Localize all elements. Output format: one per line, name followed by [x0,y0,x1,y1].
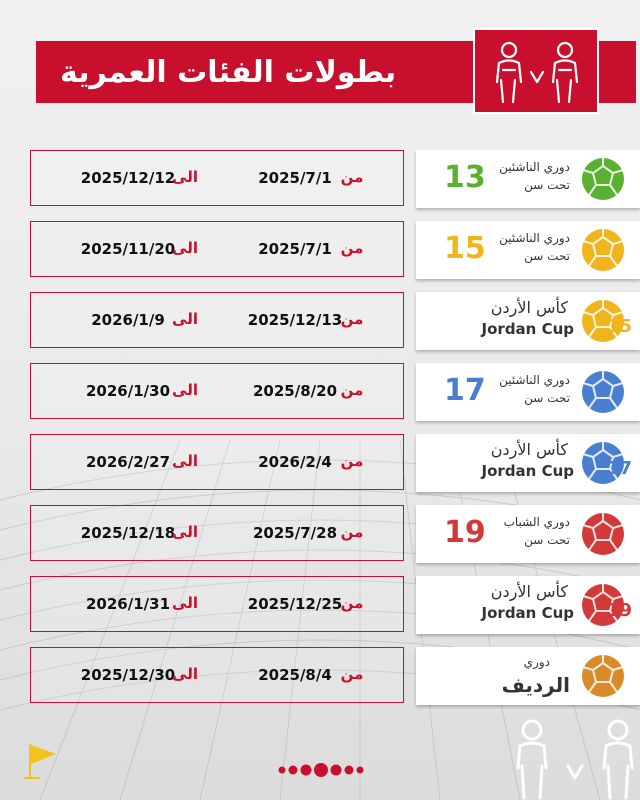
header-icon-box [473,28,599,114]
start-date: 2025/7/1 [258,169,332,187]
tournament-logo-card [416,150,640,208]
logo-subtitle: Jordan Cup [481,462,574,480]
end-date: 2026/1/30 [85,382,171,400]
logo-number: 15 [444,231,486,266]
ball-icon [580,653,626,699]
logo-title: دوري الناشئين [499,373,570,387]
from-label: من [340,381,364,399]
logo-title: دوري الشباب [503,515,570,529]
logo-number: 19 [606,600,632,621]
tournament-logo-card [416,434,640,492]
to-label: الى [172,594,198,612]
tournament-row [30,576,640,636]
start-date: 2026/2/4 [258,453,332,471]
logo-subtitle: تحت سن [524,533,570,547]
logo-number: 17 [606,458,632,479]
end-date: 2026/1/31 [85,595,171,613]
date-range-box [30,647,404,703]
from-label: من [340,452,364,470]
end-date: 2025/12/30 [80,666,176,684]
tournament-row [30,292,640,352]
date-range-box [30,221,404,277]
from-label: من [340,594,364,612]
ball-icon [580,511,626,557]
page-indicator [276,762,366,778]
logo-number: 19 [444,515,486,550]
footer-players-icon [510,712,640,800]
logo-title: دوري الناشئين [499,231,570,245]
to-label: الى [172,310,198,328]
tournament-logo-card [416,292,640,350]
end-date: 2025/12/18 [80,524,176,542]
date-range-box [30,363,404,419]
logo-subtitle: تحت سن [524,391,570,405]
logo-title: كأس الأردن [490,298,568,317]
start-date: 2025/8/4 [258,666,332,684]
logo-subtitle: تحت سن [524,249,570,263]
date-range-box [30,576,404,632]
tournament-logo-card [416,221,640,279]
end-date: 2025/12/12 [80,169,176,187]
from-label: من [340,665,364,683]
players-vs-icon [475,30,597,112]
tournament-row [30,150,640,210]
to-label: الى [172,239,198,257]
logo-title: دوري [523,655,550,669]
tournament-logo-card [416,505,640,563]
corner-flag-icon [20,738,64,782]
tournament-row [30,647,640,707]
logo-subtitle: الرديف [501,673,570,697]
ball-icon [580,227,626,273]
date-range-box [30,505,404,561]
start-date: 2025/12/13 [247,311,343,329]
from-label: من [340,310,364,328]
start-date: 2025/8/20 [252,382,338,400]
end-date: 2025/11/20 [80,240,176,258]
logo-title: كأس الأردن [490,440,568,459]
start-date: 2025/7/1 [258,240,332,258]
date-range-box [30,434,404,490]
logo-subtitle: تحت سن [524,178,570,192]
logo-number: 13 [444,160,486,195]
to-label: الى [172,381,198,399]
tournament-row [30,221,640,281]
from-label: من [340,168,364,186]
tournament-logo-card [416,576,640,634]
ball-icon [580,156,626,202]
end-date: 2026/1/9 [91,311,165,329]
to-label: الى [172,452,198,470]
from-label: من [340,239,364,257]
to-label: الى [172,523,198,541]
logo-subtitle: Jordan Cup [481,320,574,338]
ball-icon [580,369,626,415]
end-date: 2026/2/27 [85,453,171,471]
from-label: من [340,523,364,541]
tournament-logo-card [416,647,640,705]
tournament-row [30,505,640,565]
logo-title: دوري الناشئين [499,160,570,174]
tournament-row [30,363,640,423]
logo-number: 15 [606,316,632,337]
logo-subtitle: Jordan Cup [481,604,574,622]
logo-title: كأس الأردن [490,582,568,601]
date-range-box [30,150,404,206]
to-label: الى [172,665,198,683]
to-label: الى [172,168,198,186]
start-date: 2025/12/25 [247,595,343,613]
page-title: بطولات الفئات العمرية [60,54,397,90]
tournament-logo-card [416,363,640,421]
tournament-row [30,434,640,494]
logo-number: 17 [444,373,486,408]
date-range-box [30,292,404,348]
start-date: 2025/7/28 [252,524,338,542]
